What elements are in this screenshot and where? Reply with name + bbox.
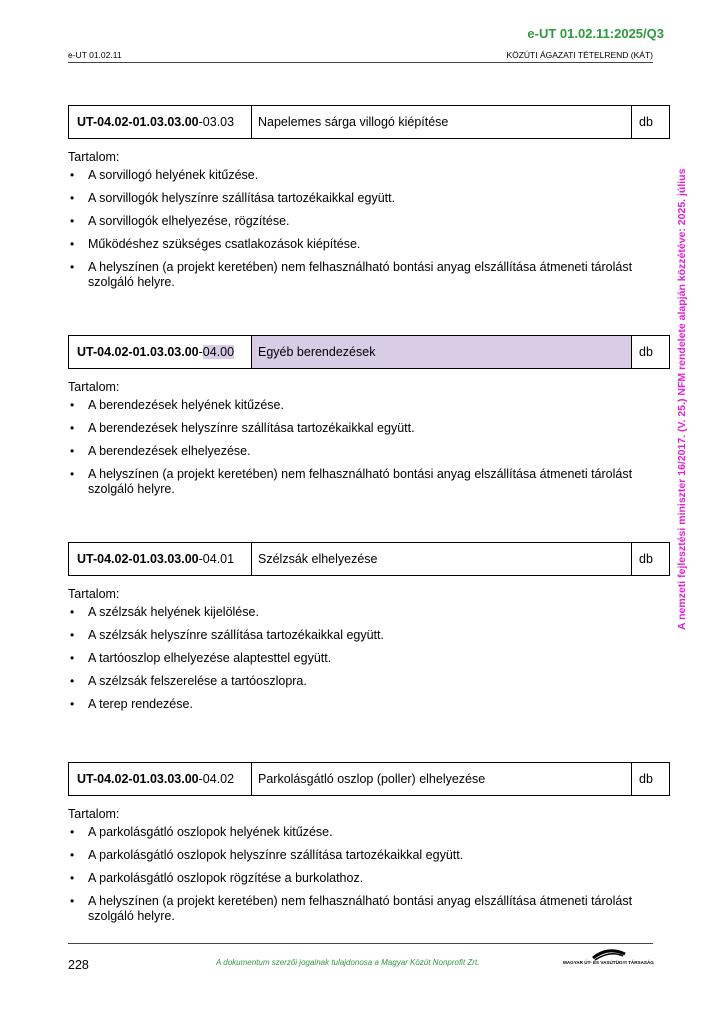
section-04-01 [68,542,670,720]
footer-divider [68,943,653,944]
item-code-cell [69,336,252,368]
item-unit: db [639,552,653,566]
item-title: Szélzsák elhelyezése [252,543,632,575]
item-code-cell [69,543,252,575]
list-item: • A berendezések helyszínre szállítása tartozékaikkal együtt. [68,421,648,436]
item-code-dash: - [198,345,203,359]
content-label: Tartalom: [68,150,120,164]
header-divider [68,62,653,63]
content-label: Tartalom: [68,380,120,394]
header-left: e-UT 01.02.11 [68,50,122,60]
item-code-suffix: -04.01 [198,552,235,566]
list-item: • A szélzsák helyének kijelölése. [68,605,648,620]
content-label: Tartalom: [68,807,120,821]
list-item: • A parkolásgátló oszlopok helyének kitűzése. [68,825,648,840]
item-code-highlighted: 04.00 [202,345,235,359]
list-item: • A berendezések helyének kitűzése. [68,398,648,413]
list-item: • A sorvillogó helyének kitűzése. [68,168,648,183]
item-code-main: UT-04.02-01.03.03.00 [77,772,199,786]
item-code-main: UT-04.02-01.03.03.00 [77,115,199,129]
item-code-table [68,335,670,369]
list-item: • A terep rendezése. [68,697,648,712]
list-item: • A berendezések elhelyezése. [68,444,648,459]
item-code-suffix: -04.02 [198,772,235,786]
item-title: Parkolásgátló oszlop (poller) elhelyezése [252,763,632,795]
page-number: 228 [68,958,89,972]
list-item: • A sorvillogók helyszínre szállítása tartozékaikkal együtt. [68,191,648,206]
item-code-main: UT-04.02-01.03.03.00 [77,345,199,359]
section-03-03 [68,105,670,298]
item-title: Napelemes sárga villogó kiépítése [252,106,632,138]
section-04-00 [68,335,670,505]
header-right: KÖZÚTI ÁGAZATI TÉTELREND (KÁT) [506,50,653,60]
list-item: • A helyszínen (a projekt keretében) nem felhasználható bontási anyag elszállítása átmeneti tárolást szolgáló helyre. [68,467,648,497]
list-item: • A parkolásgátló oszlopok helyszínre szállítása tartozékaikkal együtt. [68,848,648,863]
document-code: e-UT 01.02.11:2025/Q3 [527,26,664,41]
list-item: • A helyszínen (a projekt keretében) nem felhasználható bontási anyag elszállítása átmeneti tárolást szolgáló helyre. [68,894,648,924]
item-code-cell [69,106,252,138]
content-list [68,398,670,497]
item-unit: db [639,345,653,359]
item-code-suffix: -03.03 [198,115,235,129]
section-04-02 [68,762,670,932]
item-unit: db [639,772,653,786]
item-code-main: UT-04.02-01.03.03.00 [77,552,199,566]
item-code-table [68,105,670,139]
list-item: • A sorvillogók elhelyezése, rögzítése. [68,214,648,229]
logo-text: MAGYAR ÚT- ÉS VASÚTÜGYI TÁRSASÁG [563,960,654,965]
item-code-table [68,762,670,796]
item-title: Egyéb berendezések [252,336,632,368]
item-unit: db [639,115,653,129]
content-list [68,605,670,712]
item-code-table [68,542,670,576]
side-publication-note: A nemzeti fejlesztési miniszter 16/2017. (V. 25.) NFM rendelete alapján közzétéve: 2025. július [676,168,688,630]
content-label: Tartalom: [68,587,120,601]
content-list [68,168,670,290]
list-item: • A helyszínen (a projekt keretében) nem felhasználható bontási anyag elszállítása átmeneti tárolást szolgáló helyre. [68,260,648,290]
list-item: • A szélzsák felszerelése a tartóoszlopra. [68,674,648,689]
list-item: • A tartóoszlop elhelyezése alaptesttel együtt. [68,651,648,666]
list-item: • Működéshez szükséges csatlakozások kiépítése. [68,237,648,252]
item-code-cell [69,763,252,795]
list-item: • A parkolásgátló oszlopok rögzítése a burkolathoz. [68,871,648,886]
copyright-note: A dokumentum szerzői jogainak tulajdonosa a Magyar Közút Nonprofit Zrt. [216,958,480,967]
content-list [68,825,670,924]
list-item: • A szélzsák helyszínre szállítása tartozékaikkal együtt. [68,628,648,643]
